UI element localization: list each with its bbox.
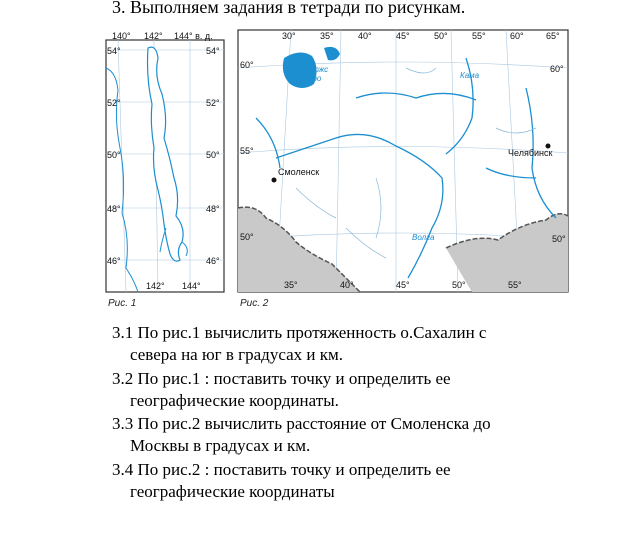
- task-3-4: [112, 459, 451, 503]
- sakhalin-map-svg: [104, 28, 228, 296]
- map1-lat-left-4: 46°: [107, 256, 121, 266]
- smolensk-marker: [272, 178, 277, 183]
- figure-1-sakhalin-map: [104, 28, 228, 296]
- task-3-2: [112, 368, 451, 412]
- map2-top-lon-3: 45°: [396, 31, 410, 41]
- map2-top-lon-0: 30°: [282, 31, 296, 41]
- map2-top-lon-1: 35°: [320, 31, 334, 41]
- task-3-1-line2: севера на юг в градусах и км.: [130, 345, 343, 364]
- map2-top-lon-7: 65°: [546, 31, 560, 41]
- map2-bottom-lon-4: 55°: [508, 280, 522, 290]
- map2-bottom-lon-2: 45°: [396, 280, 410, 290]
- map1-lat-right-0: 54°: [206, 46, 220, 56]
- map2-lat-right-1: 50°: [552, 234, 566, 244]
- figure-2-caption: Рис. 2: [240, 298, 269, 309]
- kama-label: Кама: [460, 71, 480, 80]
- map2-top-lon-4: 50°: [434, 31, 448, 41]
- smolensk-label: Смоленск: [278, 167, 320, 177]
- chelyabinsk-label: Челябинск: [508, 148, 553, 158]
- map2-bottom-lon-0: 35°: [284, 280, 298, 290]
- map1-bottom-lon-1: 144°: [182, 281, 201, 291]
- map2-top-lon-5: 55°: [472, 31, 486, 41]
- map1-top-lon-1: 142°: [144, 31, 163, 41]
- task-3-3-line2: Москвы в градусах и км.: [130, 436, 311, 455]
- map1-lat-left-1: 52°: [107, 98, 121, 108]
- map1-lat-right-2: 50°: [206, 150, 220, 160]
- map2-bottom-lon-3: 50°: [452, 280, 466, 290]
- task-3-4-line1: 3.4 По рис.2 : поставить точку и определить ее: [112, 460, 451, 479]
- map1-lat-right-1: 52°: [206, 98, 220, 108]
- ladoga-label-2: озеро: [300, 74, 322, 83]
- map2-bottom-lon-1: 40°: [340, 280, 354, 290]
- ladoga-label-1: Ладожс: [300, 65, 329, 74]
- page-heading: 3. Выполняем задания в тетради по рисункам.: [112, 0, 466, 17]
- russia-map-svg: [236, 28, 572, 296]
- task-3-2-line1: 3.2 По рис.1 : поставить точку и определить ее: [112, 369, 451, 388]
- map1-lat-right-4: 46°: [206, 256, 220, 266]
- figure-2-russia-map: [236, 28, 572, 296]
- volga-label: Волга: [412, 233, 435, 242]
- map2-top-lon-2: 40°: [358, 31, 372, 41]
- map1-lat-right-3: 48°: [206, 204, 220, 214]
- figure-1-caption: Рис. 1: [108, 298, 137, 309]
- task-3-2-line2: географические координаты.: [130, 391, 339, 410]
- task-3-4-line2: географические координаты: [130, 482, 335, 501]
- map1-bottom-lon-0: 142°: [146, 281, 165, 291]
- map2-lat-left-0: 60°: [240, 60, 254, 70]
- map2-lat-right-0: 60°: [550, 64, 564, 74]
- map2-top-lon-6: 60°: [510, 31, 524, 41]
- map1-lat-left-0: 54°: [107, 46, 121, 56]
- task-3-1: [112, 322, 486, 366]
- map2-lat-left-2: 50°: [240, 232, 254, 242]
- map1-lat-left-3: 48°: [107, 204, 121, 214]
- task-3-3-line1: 3.3 По рис.2 вычислить расстояние от Смоленска до: [112, 414, 491, 433]
- map1-lat-left-2: 50°: [107, 150, 121, 160]
- map1-top-lon-0: 140°: [112, 31, 131, 41]
- task-3-1-line1: 3.1 По рис.1 вычислить протяженность о.Сахалин с: [112, 323, 487, 342]
- map1-top-lon-2: 144° в. д.: [174, 31, 213, 41]
- task-3-3: [112, 413, 491, 457]
- map2-lat-left-1: 55°: [240, 146, 254, 156]
